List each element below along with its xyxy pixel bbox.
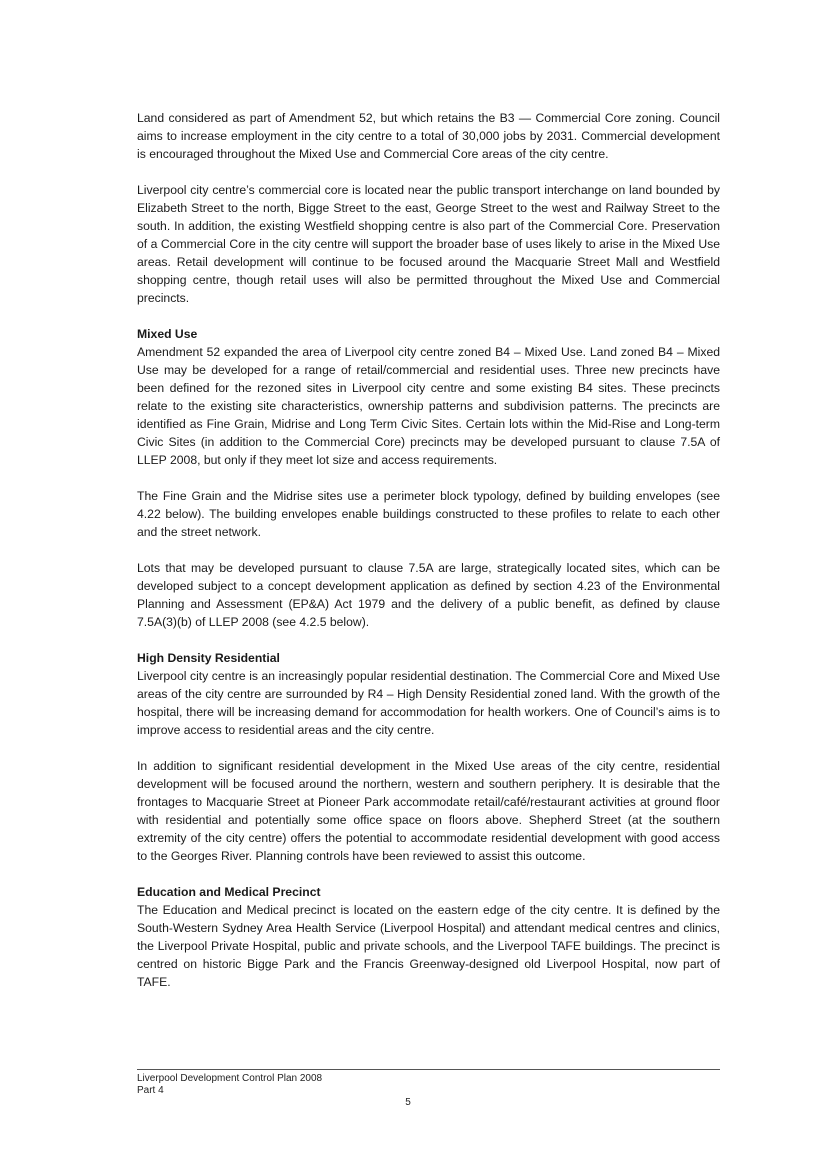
- paragraph-b3-commercial-core: Land considered as part of Amendment 52, but which retains the B3 — Commercial Core zoning. Council aims to increase employment in the city centre to a total of 30,000 jobs by 2031. Commercial development is encouraged throughout the Mixed Use and Commercial Core areas of the city centre.: [137, 111, 720, 161]
- heading-education-medical-precinct: Education and Medical Precinct: [137, 885, 321, 899]
- page-number: 5: [405, 1097, 411, 1108]
- page-footer: [137, 1073, 720, 1097]
- paragraph-clause-7-5a: Lots that may be developed pursuant to clause 7.5A are large, strategically located sites, which can be developed subject to a concept development application as defined by section 4.23 of the Environmental Planning and Assessment (EP&A) Act 1979 and the delivery of a public benefit, as defined by clause 7.5A(3)(b) of LLEP 2008 (see 4.2.5 below).: [137, 561, 720, 629]
- heading-mixed-use: Mixed Use: [137, 327, 198, 341]
- heading-high-density-residential: High Density Residential: [137, 651, 280, 665]
- footer-part-label: Part 4: [137, 1085, 164, 1096]
- paragraph-fine-grain-midrise: The Fine Grain and the Midrise sites use a perimeter block typology, defined by building envelopes (see 4.22 below). The building envelopes enable buildings constructed to these profiles to relate to each other and the street network.: [137, 489, 720, 539]
- footer-divider: [137, 1069, 720, 1070]
- paragraph-commercial-core-location: Liverpool city centre’s commercial core is located near the public transport interchange on land bounded by Elizabeth Street to the north, Bigge Street to the east, George Street to the west and Railway Street to the south. In addition, the existing Westfield shopping centre is also part of the Commercial Core. Preservation of a Commercial Core in the city centre will support the broader base of uses likely to arise in the Mixed Use areas. Retail development will continue to be focused around the Macquarie Street Mall and Westfield shopping centre, though retail uses will also be permitted throughout the Mixed Use and Commercial precincts.: [137, 183, 720, 305]
- paragraph-mixed-use-amendment: Amendment 52 expanded the area of Liverpool city centre zoned B4 – Mixed Use. Land zoned B4 – Mixed Use may be developed for a range of retail/commercial and residential uses. Three new precincts have been defined for the rezoned sites in Liverpool city centre and some existing B4 sites. These precincts relate to the existing site characteristics, ownership patterns and subdivision patterns. The precincts are identified as Fine Grain, Midrise and Long Term Civic Sites. Certain lots within the Mid-Rise and Long-term Civic Sites (in addition to the Commercial Core) precincts may be developed pursuant to clause 7.5A of LLEP 2008, but only if they meet lot size and access requirements.: [137, 345, 720, 467]
- paragraph-residential-periphery: In addition to significant residential development in the Mixed Use areas of the city centre, residential development will be focused around the northern, western and southern periphery. It is desirable that the frontages to Macquarie Street at Pioneer Park accommodate retail/café/restaurant activities at ground floor with residential and potentially some office space on floors above. Shepherd Street (at the southern extremity of the city centre) offers the potential to accommodate residential development with good access to the Georges River. Planning controls have been reviewed to assist this outcome.: [137, 759, 720, 863]
- paragraph-residential-destination: Liverpool city centre is an increasingly popular residential destination. The Commercial Core and Mixed Use areas of the city centre are surrounded by R4 – High Density Residential zoned land. With the growth of the hospital, there will be increasing demand for accommodation for health workers. One of Council’s aims is to improve access to residential areas and the city centre.: [137, 669, 720, 737]
- footer-document-title: Liverpool Development Control Plan 2008: [137, 1073, 323, 1084]
- paragraph-education-medical: The Education and Medical precinct is located on the eastern edge of the city centre. It is defined by the South-Western Sydney Area Health Service (Liverpool Hospital) and attendant medical centres and clinics, the Liverpool Private Hospital, public and private schools, and the Liverpool TAFE buildings. The precinct is centred on historic Bigge Park and the Francis Greenway-designed old Liverpool Hospital, now part of TAFE.: [137, 903, 720, 989]
- page-body: [137, 109, 720, 1009]
